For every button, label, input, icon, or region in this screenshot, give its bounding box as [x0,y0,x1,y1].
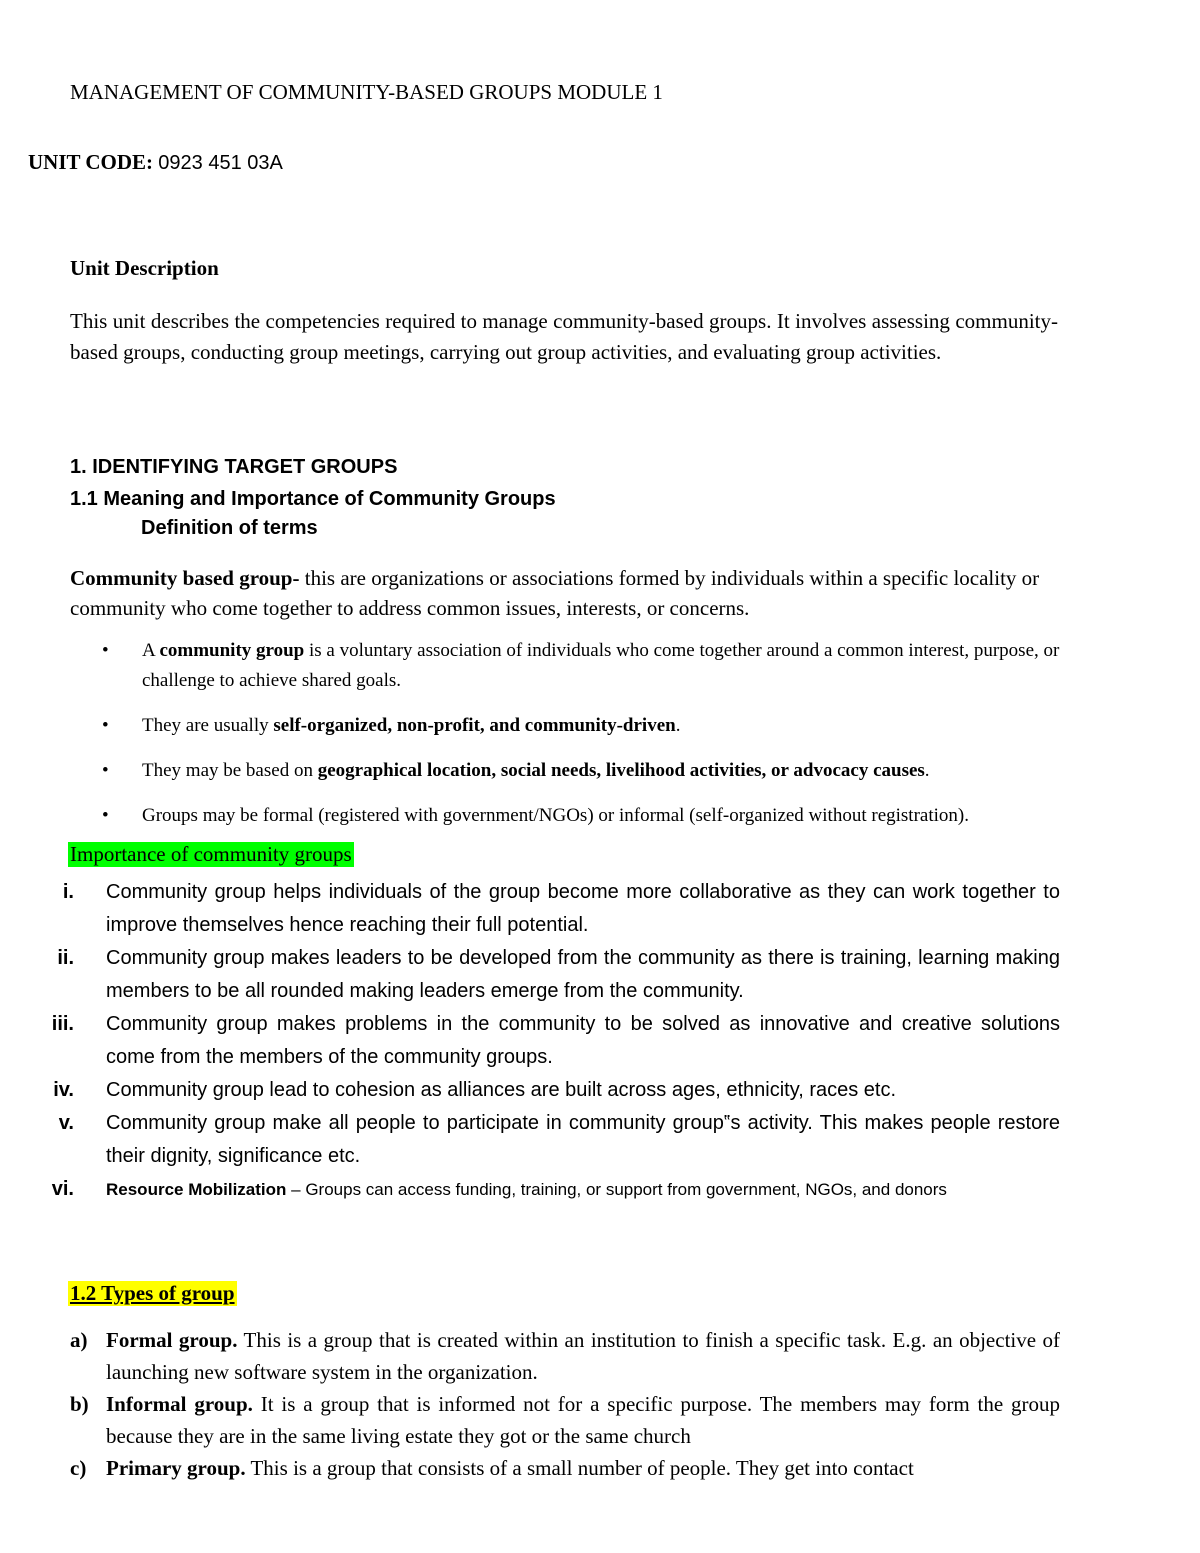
list-letter: c) [70,1456,87,1480]
list-item: i. Community group helps individuals of the group become more collaborative as they can work together to improve themselves hence reaching their full potential. [28,876,1060,942]
unit-code-label: UNIT CODE: [28,150,154,174]
bullet-icon: • [102,715,109,736]
unit-code-line [28,150,283,175]
list-item: iv. Community group lead to cohesion as alliances are built across ages, ethnicity, races etc. [28,1074,1060,1107]
list-item: b) Informal group. It is a group that is informed not for a specific purpose. The members may form the group because they are in the same living estate they got or the same church [70,1388,1060,1452]
subsection-heading: 1.1 Meaning and Importance of Community Groups [70,488,556,510]
list-item: iii. Community group makes problems in the community to be solved as innovative and creative solutions come from the members of the community groups. [28,1008,1060,1074]
list-number: iv. [53,1079,74,1101]
importance-list [28,876,1060,1206]
list-letter: b) [70,1392,89,1416]
list-letter: a) [70,1328,88,1352]
list-item: ii. Community group makes leaders to be developed from the community as there is training, learning making members to be all rounded making leaders emerge from the community. [28,942,1060,1008]
list-number: ii. [57,947,74,969]
list-number: vi. [51,1178,74,1200]
list-item: • Groups may be formal (registered with government/NGOs) or informal (self-organized without registration). [70,801,1080,831]
list-item: c) Primary group. This is a group that consists of a small number of people. They get into contact [70,1452,1060,1484]
unit-code-value: 0923 451 03A [158,152,283,174]
document-title: MANAGEMENT OF COMMUNITY-BASED GROUPS MODULE 1 [70,80,663,104]
unit-description-text: This unit describes the competencies required to manage community-based groups. It involves assessing community-based groups, conducting group meetings, carrying out group activities, and evaluating group activities. [70,309,1058,364]
list-item: a) Formal group. This is a group that is created within an institution to finish a specific task. E.g. an objective of launching new software system in the organization. [70,1324,1060,1388]
bullet-icon: • [102,760,109,781]
definition-bullet-list [70,636,1080,846]
list-item: vi. Resource Mobilization – Groups can access funding, training, or support from government, NGOs, and donors [28,1173,1060,1206]
unit-description-heading: Unit Description [70,256,219,280]
community-group-definition [70,563,1058,623]
types-list [70,1324,1060,1484]
list-item: • A community group is a voluntary association of individuals who come together around a common interest, purpose, or challenge to achieve shared goals. [70,636,1080,696]
term-definition: this are organizations or associations formed by individuals within a specific locality or community who come together to address common issues, interests, or concerns. [70,566,1040,620]
list-item: • They are usually self-organized, non-profit, and community-driven. [70,711,1080,741]
definition-heading: Definition of terms [141,517,318,539]
bullet-icon: • [102,805,109,826]
section-heading: 1. IDENTIFYING TARGET GROUPS [70,456,398,478]
list-item: • They may be based on geographical location, social needs, livelihood activities, or advocacy causes. [70,756,1080,786]
list-number: i. [62,881,74,903]
list-item: v. Community group make all people to participate in community group‟s activity. This makes people restore their dignity, significance etc. [28,1107,1060,1173]
list-number: iii. [51,1013,74,1035]
bullet-icon: • [102,640,109,661]
term-label: Community based group- [70,566,300,590]
importance-heading: Importance of community groups [70,842,352,866]
types-heading: 1.2 Types of group [70,1281,235,1305]
list-number: v. [58,1112,74,1134]
